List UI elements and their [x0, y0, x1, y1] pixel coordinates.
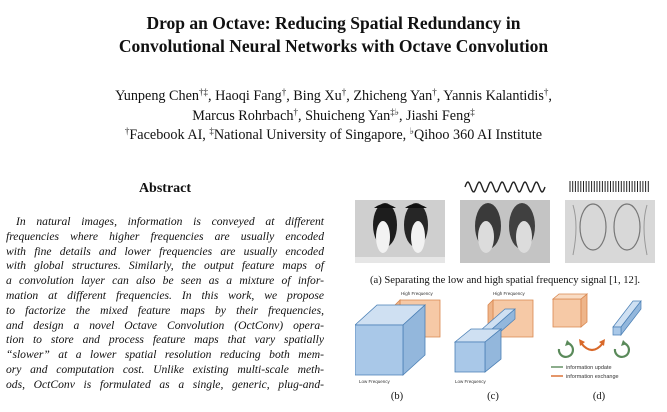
abstract-line: and design a novel Octave Convolution (OctConv) opera-: [6, 318, 324, 332]
penguin-image-original: [355, 200, 445, 263]
affiliations: [0, 126, 667, 146]
author-name: National University of Singapore,: [213, 127, 410, 143]
legend-information-exchange: information exchange: [566, 374, 619, 380]
author-affiliation-mark: †: [432, 87, 437, 97]
author-name: , Shuicheng Yan: [297, 107, 391, 124]
mid-frequency-wave-icon: [465, 182, 545, 192]
figure-a: [350, 175, 660, 270]
author-affiliation-mark: †‡: [199, 87, 208, 97]
author-name: Facebook AI,: [129, 127, 210, 143]
abstract-line: a convolution layer can also be seen as a mixture of infor-: [6, 274, 324, 288]
author-affiliation-mark: ‡: [209, 126, 214, 136]
diagram-d: [551, 294, 641, 380]
legend-information-update: information update: [566, 365, 612, 371]
author-line-1: [0, 87, 667, 107]
abstract-line: with fine details and lower frequencies are usually encoded: [6, 244, 324, 258]
abstract-line: mation at different frequencies. In this work, we propose: [6, 288, 324, 302]
subfigure-b-label: (b): [390, 391, 404, 402]
author-line-2: [0, 107, 667, 127]
author-affiliation-mark: †: [281, 87, 287, 97]
figure-a-caption: (a) Separating the low and high spatial frequency signal [1, 12].: [369, 275, 641, 286]
subfigure-d-label: (d): [592, 391, 606, 402]
penguin-image-low-frequency: [460, 200, 550, 263]
abstract-line: to factorize the mixed feature maps by their frequencies,: [6, 303, 324, 317]
author-affiliation-mark: †: [124, 126, 130, 136]
abstract-line: tion to store and process feature maps that vary spatially: [6, 333, 324, 347]
author-affiliation-mark: ♭: [409, 126, 414, 136]
diagram-c: [455, 291, 533, 384]
diagram-b: [355, 291, 440, 384]
high-frequency-label: High Frequency: [401, 291, 433, 296]
abstract-line: frequencies where higher frequencies are usually encoded: [6, 229, 324, 243]
abstract-line: “slower” at a lower spatial resolution reducing both mem-: [6, 348, 324, 362]
author-block: [0, 87, 667, 146]
author-name: Yunpeng Chen: [115, 88, 199, 104]
title-line-1: Drop an Octave: Reducing Spatial Redundancy in: [146, 13, 521, 33]
subfigure-c-label: (c): [487, 391, 499, 402]
author-name: , Bing Xu: [286, 88, 342, 104]
author-affiliation-mark: †: [341, 87, 347, 97]
abstract-line: with global structures. Similarly, the output feature maps of: [6, 259, 324, 273]
high-frequency-wave-icon: [570, 181, 648, 192]
abstract-line: ory and computation cost. Unlike existing multi-scale meth-: [6, 362, 324, 376]
abstract-line: In natural images, information is conveyed at different: [16, 215, 324, 228]
author-name: ,: [548, 88, 552, 104]
author-name: , Jiashi Feng: [398, 107, 471, 124]
penguin-image-high-frequency: [565, 200, 655, 263]
author-affiliation-mark: †: [543, 87, 549, 97]
author-name: , Yannis Kalantidis: [436, 88, 544, 104]
author-affiliation-mark: ‡♭: [390, 106, 399, 117]
author-name: Qihoo 360 AI Institute: [413, 127, 543, 143]
author-name: , Zhicheng Yan: [346, 88, 433, 104]
high-frequency-label-c: High Frequency: [493, 291, 525, 296]
paper-title: [0, 12, 667, 58]
author-name: , Haoqi Fang: [208, 88, 282, 104]
exchange-arrow-icon: [581, 343, 603, 350]
figure-bcd: [355, 287, 665, 390]
author-affiliation-mark: ‡: [470, 106, 475, 117]
abstract-line: ods, OctConv is formulated as a single, generic, plug-and-: [6, 377, 324, 391]
abstract-heading: Abstract: [138, 181, 192, 196]
low-frequency-label-c: Low Frequency: [455, 379, 486, 384]
author-affiliation-mark: †: [293, 106, 298, 117]
author-name: Marcus Rohrbach: [192, 107, 294, 124]
title-line-2: Convolutional Neural Networks with Octave Convolution: [118, 36, 549, 56]
abstract-text: [6, 215, 324, 393]
low-frequency-label: Low Frequency: [359, 379, 390, 384]
